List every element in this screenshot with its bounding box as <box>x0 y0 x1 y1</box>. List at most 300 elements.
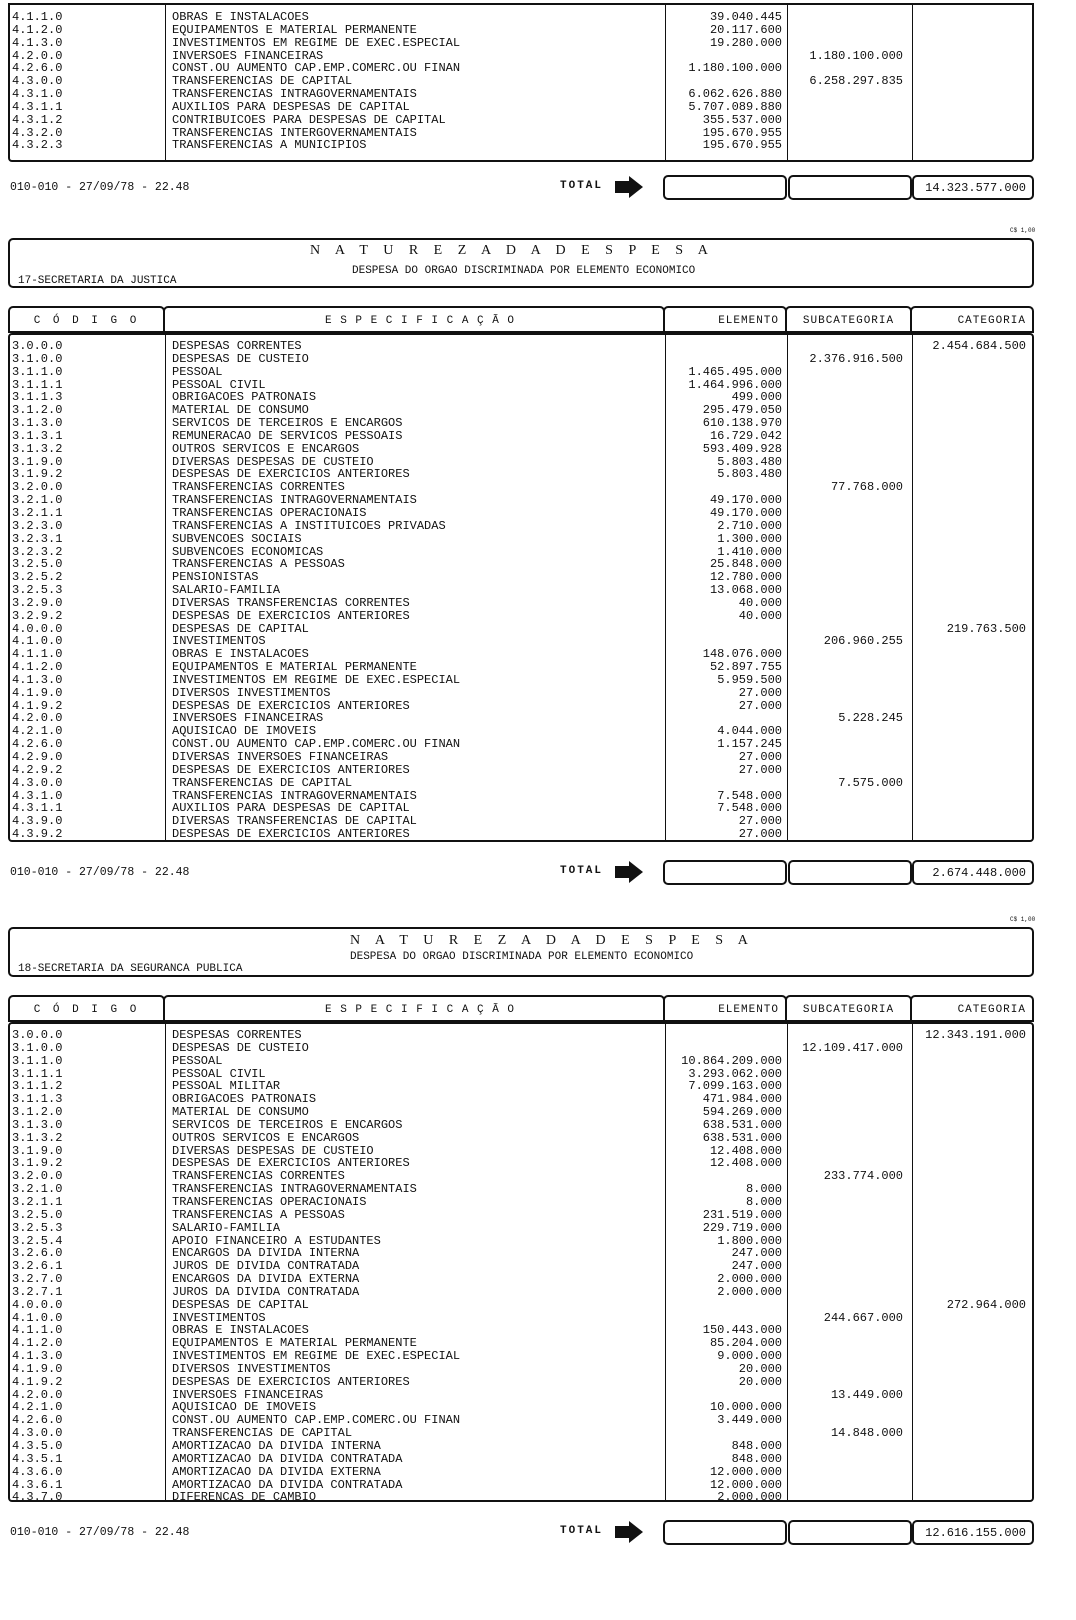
row-specification: DESPESAS DE EXERCICIOS ANTERIORES <box>172 608 410 623</box>
table-row <box>10 417 1032 430</box>
row-subcategoria <box>782 127 903 140</box>
row-specification: PESSOAL CIVIL <box>172 377 266 392</box>
row-specification: SUBVENCOES ECONOMICAS <box>172 544 324 559</box>
table-row <box>10 584 1032 597</box>
row-code: 3.1.3.2 <box>12 1130 63 1145</box>
col-header-categoria: CATEGORIA <box>910 995 1034 1022</box>
table-row <box>10 687 1032 700</box>
row-subcategoria: 13.449.000 <box>830 1387 903 1402</box>
row-categoria <box>903 1479 1026 1492</box>
row-elemento: 8.000 <box>745 1194 782 1209</box>
row-subcategoria <box>782 1055 903 1068</box>
row-categoria <box>903 430 1026 443</box>
row-categoria <box>903 1376 1026 1389</box>
row-categoria <box>903 661 1026 674</box>
row-subcategoria <box>782 1247 903 1260</box>
row-code: 3.2.3.0 <box>12 518 63 533</box>
row-elemento: 499.000 <box>731 390 782 405</box>
row-specification: AQUISICAO DE IMOVEIS <box>172 1400 317 1415</box>
row-specification: TRANSFERENCIAS INTRAGOVERNAMENTAIS <box>172 493 417 508</box>
row-categoria <box>903 1080 1026 1093</box>
table-row <box>10 1119 1032 1132</box>
row-code: 4.2.0.0 <box>12 48 63 63</box>
row-code: 4.3.1.1 <box>12 801 63 816</box>
row-subcategoria <box>782 1479 903 1492</box>
row-subcategoria <box>782 1350 903 1363</box>
row-categoria <box>903 674 1026 687</box>
row-categoria <box>903 610 1026 623</box>
row-code: 3.2.5.0 <box>12 557 63 572</box>
row-subcategoria <box>782 507 903 520</box>
row-subcategoria <box>782 1466 903 1479</box>
table-row <box>10 1337 1032 1350</box>
row-code: 4.1.3.0 <box>12 672 63 687</box>
table-row <box>10 114 1032 127</box>
row-subcategoria: 1.180.100.000 <box>809 48 903 63</box>
row-specification: ENCARGOS DA DIVIDA INTERNA <box>172 1246 360 1261</box>
row-categoria <box>903 1363 1026 1376</box>
row-elemento: 9.000.000 <box>717 1349 782 1364</box>
total-categoria-box <box>912 1520 1034 1545</box>
row-code: 3.1.1.0 <box>12 1053 63 1068</box>
row-elemento <box>667 1029 782 1042</box>
col-header-elemento: ELEMENTO <box>663 306 787 333</box>
row-elemento: 12.000.000 <box>709 1464 782 1479</box>
row-specification: JUROS DE DIVIDA CONTRATADA <box>172 1259 360 1274</box>
row-code: 4.3.2.3 <box>12 138 63 153</box>
row-specification: DESPESAS DE EXERCICIOS ANTERIORES <box>172 1156 410 1171</box>
row-categoria <box>903 353 1026 366</box>
row-subcategoria <box>782 815 903 828</box>
row-categoria <box>903 1286 1026 1299</box>
row-subcategoria <box>782 340 903 353</box>
row-specification: SERVICOS DE TERCEIROS E ENCARGOS <box>172 416 403 431</box>
row-specification: DIVERSAS DESPESAS DE CUSTEIO <box>172 1143 374 1158</box>
row-code: 3.1.1.1 <box>12 1066 63 1081</box>
row-categoria <box>903 751 1026 764</box>
row-specification: TRANSFERENCIAS A PESSOAS <box>172 557 345 572</box>
row-subcategoria <box>782 725 903 738</box>
row-elemento: 1.180.100.000 <box>688 61 782 76</box>
row-categoria <box>903 1247 1026 1260</box>
row-code: 3.2.1.0 <box>12 1182 63 1197</box>
row-categoria <box>903 648 1026 661</box>
table-row <box>10 50 1032 63</box>
table-row <box>10 1491 1032 1504</box>
row-categoria <box>903 764 1026 777</box>
row-code: 4.1.9.0 <box>12 685 63 700</box>
row-categoria <box>903 1170 1026 1183</box>
row-subcategoria <box>782 1145 903 1158</box>
row-categoria <box>903 468 1026 481</box>
col-header-codigo: C Ó D I G O <box>8 995 165 1022</box>
table-row <box>10 751 1032 764</box>
row-specification: TRANSFERENCIAS A PESSOAS <box>172 1207 345 1222</box>
row-elemento: 1.465.495.000 <box>688 364 782 379</box>
row-subcategoria <box>782 533 903 546</box>
total-value: 14.323.577.000 <box>925 181 1026 195</box>
table-row <box>10 366 1032 379</box>
row-subcategoria <box>782 1196 903 1209</box>
row-code: 3.1.9.0 <box>12 1143 63 1158</box>
table-body <box>8 1022 1034 1505</box>
row-subcategoria <box>782 1183 903 1196</box>
row-code: 3.1.0.0 <box>12 1040 63 1055</box>
row-categoria <box>903 379 1026 392</box>
report-title: N A T U R E Z A D A D E S P E S A <box>350 933 754 948</box>
row-subcategoria <box>782 366 903 379</box>
row-categoria <box>903 700 1026 713</box>
row-code: 3.1.9.2 <box>12 1156 63 1171</box>
row-categoria <box>903 1106 1026 1119</box>
row-categoria: 272.964.000 <box>946 1297 1026 1312</box>
row-specification: TRANSFERENCIAS CORRENTES <box>172 1169 345 1184</box>
col-header-codigo: C Ó D I G O <box>8 306 165 333</box>
row-specification: AMORTIZACAO DA DIVIDA EXTERNA <box>172 1464 381 1479</box>
row-elemento: 5.959.500 <box>717 672 782 687</box>
total-subcategoria-box <box>788 175 912 200</box>
row-specification: TRANSFERENCIAS OPERACIONAIS <box>172 1194 367 1209</box>
row-code: 4.3.0.0 <box>12 74 63 89</box>
total-elemento-box <box>663 175 787 200</box>
row-specification: DESPESAS DE EXERCICIOS ANTERIORES <box>172 1374 410 1389</box>
table-row <box>10 597 1032 610</box>
table-row <box>10 1401 1032 1414</box>
row-specification: TRANSFERENCIAS INTRAGOVERNAMENTAIS <box>172 788 417 803</box>
row-specification: PESSOAL MILITAR <box>172 1079 281 1094</box>
row-categoria <box>903 1235 1026 1248</box>
row-specification: EQUIPAMENTOS E MATERIAL PERMANENTE <box>172 660 417 675</box>
row-code: 4.3.0.0 <box>12 1426 63 1441</box>
total-elemento-box <box>663 860 787 885</box>
row-specification: DESPESAS DE EXERCICIOS ANTERIORES <box>172 827 410 842</box>
row-categoria <box>903 391 1026 404</box>
row-categoria <box>903 481 1026 494</box>
row-specification: DESPESAS DE CUSTEIO <box>172 1040 309 1055</box>
report-header <box>8 927 1034 977</box>
row-elemento: 594.269.000 <box>702 1105 782 1120</box>
table-row <box>10 635 1032 648</box>
row-specification: TRANSFERENCIAS DE CAPITAL <box>172 74 353 89</box>
row-categoria <box>903 546 1026 559</box>
row-categoria <box>903 1466 1026 1479</box>
table-row <box>10 1376 1032 1389</box>
row-specification: PENSIONISTAS <box>172 570 259 585</box>
row-code: 3.2.5.3 <box>12 1220 63 1235</box>
total-elemento-box <box>663 1520 787 1545</box>
row-subcategoria <box>782 751 903 764</box>
row-code: 3.1.1.1 <box>12 377 63 392</box>
row-categoria <box>903 1324 1026 1337</box>
row-categoria <box>903 37 1026 50</box>
row-code: 4.2.6.0 <box>12 61 63 76</box>
row-subcategoria <box>782 1453 903 1466</box>
row-code: 4.3.1.2 <box>12 112 63 127</box>
row-categoria <box>903 533 1026 546</box>
table-row <box>10 533 1032 546</box>
row-categoria: 12.343.191.000 <box>925 1028 1026 1042</box>
row-subcategoria <box>782 571 903 584</box>
row-subcategoria <box>782 101 903 114</box>
row-categoria <box>903 11 1026 24</box>
table-row <box>10 777 1032 790</box>
row-elemento: 593.409.928 <box>702 441 782 456</box>
col-header-categoria: CATEGORIA <box>910 306 1034 333</box>
table-row <box>10 648 1032 661</box>
row-elemento: 229.719.000 <box>702 1220 782 1235</box>
row-categoria <box>903 712 1026 725</box>
row-specification: DIVERSOS INVESTIMENTOS <box>172 685 331 700</box>
row-elemento: 848.000 <box>731 1451 782 1466</box>
row-specification: REMUNERACAO DE SERVICOS PESSOAIS <box>172 428 403 443</box>
row-subcategoria <box>782 1132 903 1145</box>
row-categoria <box>903 404 1026 417</box>
table-row <box>10 443 1032 456</box>
table-row <box>10 430 1032 443</box>
row-code: 3.1.9.2 <box>12 467 63 482</box>
row-code: 4.2.9.0 <box>12 750 63 764</box>
row-code: 3.1.1.0 <box>12 364 63 379</box>
col-header-subcategoria: SUBCATEGORIA <box>785 306 912 333</box>
table-row <box>10 1042 1032 1055</box>
row-subcategoria <box>782 1106 903 1119</box>
row-elemento: 27.000 <box>738 814 782 829</box>
table-row <box>10 11 1032 24</box>
row-code: 3.0.0.0 <box>12 1028 63 1042</box>
table-row <box>10 1235 1032 1248</box>
row-code: 3.1.3.0 <box>12 1117 63 1132</box>
table-row <box>10 558 1032 571</box>
row-subcategoria <box>782 661 903 674</box>
row-subcategoria <box>782 379 903 392</box>
row-elemento: 10.864.209.000 <box>681 1053 782 1068</box>
row-specification: EQUIPAMENTOS E MATERIAL PERMANENTE <box>172 1336 417 1351</box>
row-elemento: 638.531.000 <box>702 1130 782 1145</box>
table-row <box>10 1068 1032 1081</box>
row-specification: TRANSFERENCIAS A INSTITUICOES PRIVADAS <box>172 518 446 533</box>
row-elemento: 39.040.445 <box>709 10 782 24</box>
row-code: 3.2.9.0 <box>12 595 63 610</box>
table-row <box>10 1350 1032 1363</box>
row-categoria <box>903 1260 1026 1273</box>
table-row <box>10 661 1032 674</box>
row-categoria <box>903 88 1026 101</box>
table-body <box>8 4 1034 162</box>
table-row <box>10 1247 1032 1260</box>
row-code: 3.1.1.2 <box>12 1079 63 1094</box>
table-row <box>10 1440 1032 1453</box>
table-row <box>10 391 1032 404</box>
table-row <box>10 24 1032 37</box>
row-subcategoria: 2.376.916.500 <box>809 351 903 366</box>
row-elemento: 27.000 <box>738 827 782 842</box>
row-code: 4.1.3.0 <box>12 35 63 50</box>
row-elemento: 231.519.000 <box>702 1207 782 1222</box>
row-specification: APOIO FINANCEIRO A ESTUDANTES <box>172 1233 381 1248</box>
table-row <box>10 1093 1032 1106</box>
row-code: 4.2.0.0 <box>12 1387 63 1402</box>
row-specification: SUBVENCOES SOCIAIS <box>172 531 302 546</box>
table-row <box>10 139 1032 152</box>
row-categoria <box>903 777 1026 790</box>
row-elemento: 27.000 <box>738 685 782 700</box>
table-row <box>10 1273 1032 1286</box>
row-elemento: 195.670.955 <box>702 138 782 153</box>
row-elemento: 16.729.042 <box>709 428 782 443</box>
row-elemento <box>667 777 782 790</box>
col-header-subcategoria: SUBCATEGORIA <box>785 995 912 1022</box>
table-row <box>10 764 1032 777</box>
row-code: 3.1.0.0 <box>12 351 63 366</box>
row-categoria <box>903 1312 1026 1325</box>
row-categoria <box>903 456 1026 469</box>
row-subcategoria <box>782 1299 903 1312</box>
row-code: 4.3.6.1 <box>12 1477 63 1492</box>
row-specification: TRANSFERENCIAS INTRAGOVERNAMENTAIS <box>172 87 417 102</box>
row-categoria <box>903 687 1026 700</box>
row-categoria <box>903 1183 1026 1196</box>
row-subcategoria <box>782 1440 903 1453</box>
print-stamp: 010-010 - 27/09/78 - 22.48 <box>10 181 190 194</box>
row-categoria <box>903 127 1026 140</box>
row-code: 3.1.1.3 <box>12 390 63 405</box>
table-row <box>10 88 1032 101</box>
row-code: 3.2.0.0 <box>12 480 63 495</box>
total-label: TOTAL <box>560 1525 604 1537</box>
row-elemento: 12.000.000 <box>709 1477 782 1492</box>
table-row <box>10 1080 1032 1093</box>
row-elemento: 355.537.000 <box>702 112 782 127</box>
row-specification: AMORTIZACAO DA DIVIDA INTERNA <box>172 1439 381 1453</box>
row-subcategoria <box>782 11 903 24</box>
row-categoria <box>903 50 1026 63</box>
row-code: 4.1.9.2 <box>12 698 63 713</box>
row-elemento: 7.548.000 <box>717 801 782 816</box>
row-code: 3.1.1.3 <box>12 1092 63 1107</box>
row-subcategoria <box>782 1273 903 1286</box>
row-elemento: 471.984.000 <box>702 1092 782 1107</box>
row-elemento: 20.000 <box>738 1361 782 1376</box>
row-categoria <box>903 520 1026 533</box>
row-categoria <box>903 1401 1026 1414</box>
row-elemento: 1.800.000 <box>717 1233 782 1248</box>
row-subcategoria <box>782 1029 903 1042</box>
row-elemento: 195.670.955 <box>702 125 782 140</box>
row-subcategoria: 206.960.255 <box>823 634 903 649</box>
row-code: 4.1.0.0 <box>12 634 63 649</box>
row-code: 4.1.2.0 <box>12 22 63 37</box>
table-row <box>10 481 1032 494</box>
table-row <box>10 725 1032 738</box>
row-elemento <box>667 1299 782 1312</box>
row-specification: OBRAS E INSTALACOES <box>172 10 309 24</box>
row-subcategoria <box>782 1068 903 1081</box>
row-categoria: 2.454.684.500 <box>932 339 1026 353</box>
table-row <box>10 1209 1032 1222</box>
row-categoria <box>903 790 1026 803</box>
col-header-elemento: ELEMENTO <box>663 995 787 1022</box>
row-elemento: 1.157.245 <box>717 737 782 752</box>
row-categoria <box>903 507 1026 520</box>
row-categoria <box>903 1350 1026 1363</box>
row-specification: AMORTIZACAO DA DIVIDA CONTRATADA <box>172 1477 403 1492</box>
row-categoria <box>903 1157 1026 1170</box>
row-elemento: 10.000.000 <box>709 1400 782 1415</box>
row-categoria <box>903 1389 1026 1402</box>
row-code: 3.2.1.1 <box>12 1194 63 1209</box>
report-header <box>8 238 1034 288</box>
row-elemento: 4.044.000 <box>717 724 782 739</box>
row-categoria <box>903 1196 1026 1209</box>
row-code: 3.0.0.0 <box>12 339 63 353</box>
row-elemento: 12.408.000 <box>709 1156 782 1171</box>
row-specification: AMORTIZACAO DA DIVIDA CONTRATADA <box>172 1451 403 1466</box>
row-elemento: 12.408.000 <box>709 1143 782 1158</box>
table-row <box>10 1106 1032 1119</box>
row-specification: JUROS DA DIVIDA CONTRATADA <box>172 1284 360 1299</box>
row-specification: TRANSFERENCIAS INTRAGOVERNAMENTAIS <box>172 1182 417 1197</box>
table-row <box>10 1466 1032 1479</box>
row-categoria <box>903 1209 1026 1222</box>
row-subcategoria <box>782 37 903 50</box>
table-row <box>10 738 1032 751</box>
row-elemento: 5.803.480 <box>717 467 782 482</box>
row-specification: PESSOAL <box>172 1053 223 1068</box>
total-categoria-box <box>912 860 1034 885</box>
row-categoria <box>903 738 1026 751</box>
row-elemento: 13.068.000 <box>709 583 782 598</box>
total-value: 12.616.155.000 <box>925 1526 1026 1540</box>
table-row <box>10 1363 1032 1376</box>
row-subcategoria <box>782 1260 903 1273</box>
table-row <box>10 815 1032 828</box>
table-row <box>10 546 1032 559</box>
row-code: 4.3.9.2 <box>12 827 63 842</box>
row-specification: OBRIGACOES PATRONAIS <box>172 1092 317 1107</box>
row-code: 4.3.2.0 <box>12 125 63 140</box>
col-header-especificacao: E S P E C I F I C A Ç Ã O <box>163 995 665 1022</box>
row-code: 4.1.9.2 <box>12 1374 63 1389</box>
row-specification: INVESTIMENTOS <box>172 1310 266 1325</box>
row-elemento: 150.443.000 <box>702 1323 782 1338</box>
total-label: TOTAL <box>560 865 604 877</box>
org-name: 17-SECRETARIA DA JUSTICA <box>18 275 177 287</box>
row-categoria <box>903 139 1026 152</box>
row-specification: OBRIGACOES PATRONAIS <box>172 390 317 405</box>
table-row <box>10 353 1032 366</box>
row-categoria <box>903 1042 1026 1055</box>
row-specification: MATERIAL DE CONSUMO <box>172 403 309 418</box>
row-specification: OUTROS SERVICOS E ENCARGOS <box>172 1130 360 1145</box>
total-subcategoria-box <box>788 860 912 885</box>
row-categoria <box>903 584 1026 597</box>
table-row <box>10 75 1032 88</box>
row-specification: CONTRIBUICOES PARA DESPESAS DE CAPITAL <box>172 112 446 127</box>
row-categoria <box>903 1273 1026 1286</box>
row-elemento: 27.000 <box>738 762 782 777</box>
row-elemento: 8.000 <box>745 1182 782 1197</box>
row-subcategoria: 14.848.000 <box>830 1426 903 1441</box>
row-categoria <box>903 725 1026 738</box>
row-specification: MATERIAL DE CONSUMO <box>172 1105 309 1120</box>
row-code: 3.2.0.0 <box>12 1169 63 1184</box>
currency-label: C$ 1,00 <box>1010 916 1036 923</box>
row-code: 4.3.6.0 <box>12 1464 63 1479</box>
row-specification: INVESTIMENTOS EM REGIME DE EXEC.ESPECIAL <box>172 672 461 687</box>
table-row <box>10 1312 1032 1325</box>
row-elemento: 7.548.000 <box>717 788 782 803</box>
table-row <box>10 1145 1032 1158</box>
